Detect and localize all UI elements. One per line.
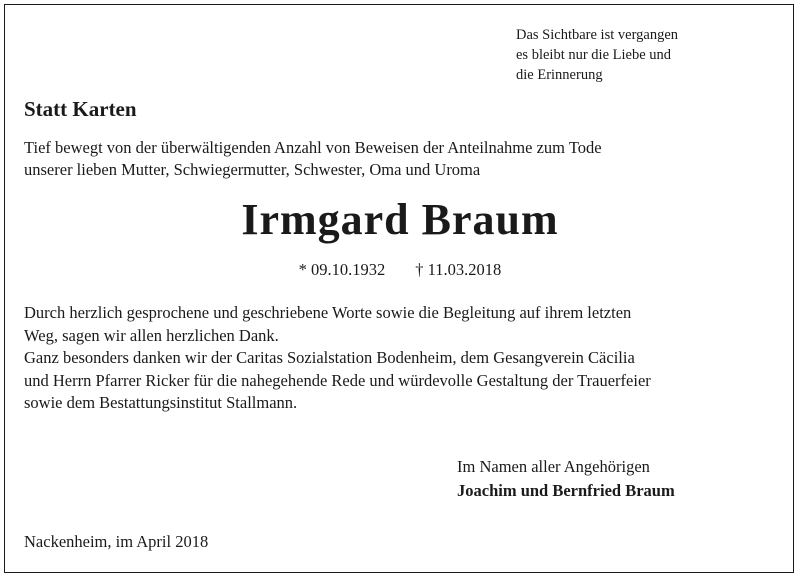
place-and-date: Nackenheim, im April 2018 bbox=[24, 532, 209, 551]
motto-verse bbox=[516, 25, 786, 85]
life-dates bbox=[0, 260, 800, 280]
motto-line: Das Sichtbare ist vergangen bbox=[516, 27, 679, 43]
intro-line: unserer lieben Mutter, Schwiegermutter, Schwester, Oma und Uroma bbox=[24, 160, 481, 179]
motto-line: es bleibt nur die Liebe und bbox=[516, 47, 672, 63]
thanks-line: Durch herzlich gesprochene und geschriebene Worte sowie die Begleitung auf ihrem letzten bbox=[24, 303, 632, 322]
thanks-line: und Herrn Pfarrer Ricker für die nahegehende Rede und würdevolle Gestaltung der Trauerfeier bbox=[24, 370, 651, 390]
death-date: † 11.03.2018 bbox=[415, 260, 502, 279]
notice-border bbox=[4, 4, 794, 573]
signature-preamble: Im Namen aller Angehörigen bbox=[457, 457, 650, 476]
thanks-line: sowie dem Bestattungsinstitut Stallmann. bbox=[24, 393, 298, 412]
notice-heading: Statt Karten bbox=[24, 97, 137, 121]
thanks-line: Ganz besonders danken wir der Caritas Sozialstation Bodenheim, dem Gesangverein Cäcilia bbox=[24, 348, 635, 367]
thanks-paragraph bbox=[24, 302, 784, 415]
signature-names: Joachim und Bernfried Braum bbox=[457, 481, 675, 500]
thanks-line: Weg, sagen wir allen herzlichen Dank. bbox=[24, 325, 279, 345]
intro-paragraph bbox=[24, 137, 784, 181]
intro-line: Tief bewegt von der überwältigenden Anzahl von Beweisen der Anteilnahme zum Tode bbox=[24, 138, 602, 157]
deceased-name: Irmgard Braum bbox=[241, 195, 559, 244]
birth-date: * 09.10.1932 bbox=[298, 260, 386, 279]
signature-block bbox=[457, 455, 675, 503]
motto-line: die Erinnerung bbox=[516, 67, 603, 83]
